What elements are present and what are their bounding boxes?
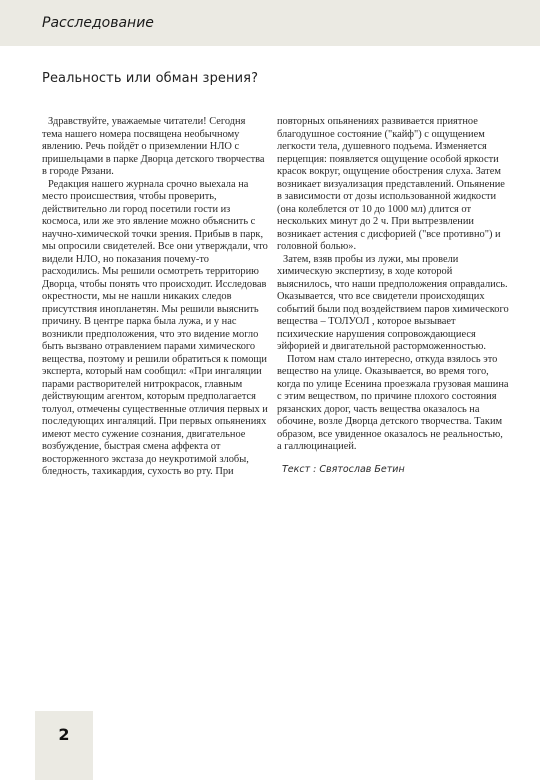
paragraph: Затем, взяв пробы из лужи, мы провели химическую экспертизу, в ходе которой выяснилось, что наши предположения оправдались. Оказывается, что все свидетели происходящих событий были под воздействием паров химического вещества – ТОЛУОЛ , которое вызывает психические нарушения сопровождающиеся эйфорией и двигательной расторможенностью.: [277, 253, 509, 352]
page-number: 2: [58, 725, 70, 744]
paragraph: повторных опьянениях развивается приятное благодушное состояние ("кайф") с ощущением легкости тела, душевного подъема. Изменяется перцепция: появляется ощущение особой яркости красок вокруг, ощущение обострения слуха. Затем возникает визуализация представлений. Опьянение в зависимости от дозы использованной жидкости (она колеблется от 10 до 1000 мл) длится от нескольких минут до 2 ч. При вытрезвлении возникает астения с дисфорией ("все противно") и головной болью».: [277, 116, 505, 252]
author-signature: Текст : Святослав Бетин: [282, 463, 405, 475]
paragraph: Редакция нашего журнала срочно выехала на место происшествия, чтобы проверить, действительно ли город посетили гости из космоса, или же это явление можно объяснить с научно-химической точки зрения. Прибыв в парк, мы опросили свидетелей. Все они утверждали, что видели НЛО, но показания почему-то расходились. Мы решили осмотреть территорию Дворца, чтобы понять что происходит. Исследовав окрестности, мы не нашли никаких следов присутствия инопланетян. Мы решили выяснить причину. В центре парка была лужа, и у нас возникли предположения, что это видение могло быть вызвано отравлением парами химического вещества, поэтому и решили обратиться к помощи эксперта, который нам сообщил: «При ингаляции парами растворителей нитрокрасок, главным действующим агентом, которым предполагается толуол, отмечены существенные отличия первых и последующих ингаляций. При первых опьянениях имеют место сужение сознания, двигательное возбуждение, быстрая смена аффекта от восторженного экстаза до неукротимой злобы, бледность, тахикардия, сухость во рту. При: [42, 178, 268, 477]
left-column: [42, 116, 268, 479]
header-band: [0, 0, 540, 46]
section-title: Расследование: [42, 15, 154, 31]
right-column: [277, 116, 509, 476]
paragraph: Потом нам стало интересно, откуда взялось это вещество на улице. Оказывается, во время того, когда по улице Есенина проезжала грузовая машина с этим веществом, по причине плохого состояния рязанских дорог, часть вещества оказалось на обочине, возле Дворца детского творчества. Таким образом, все увиденное оказалось не реальностью, а галлюцинацией.: [277, 353, 509, 452]
page-number-box: [35, 711, 93, 780]
article-title: Реальность или обман зрения?: [42, 71, 259, 86]
paragraph: Здравствуйте, уважаемые читатели! Сегодня тема нашего номера посвящена необычному явлению. Речь пойдёт о приземлении НЛО с пришельцами в парке Дворца детского творчества в городе Рязани.: [42, 116, 265, 177]
